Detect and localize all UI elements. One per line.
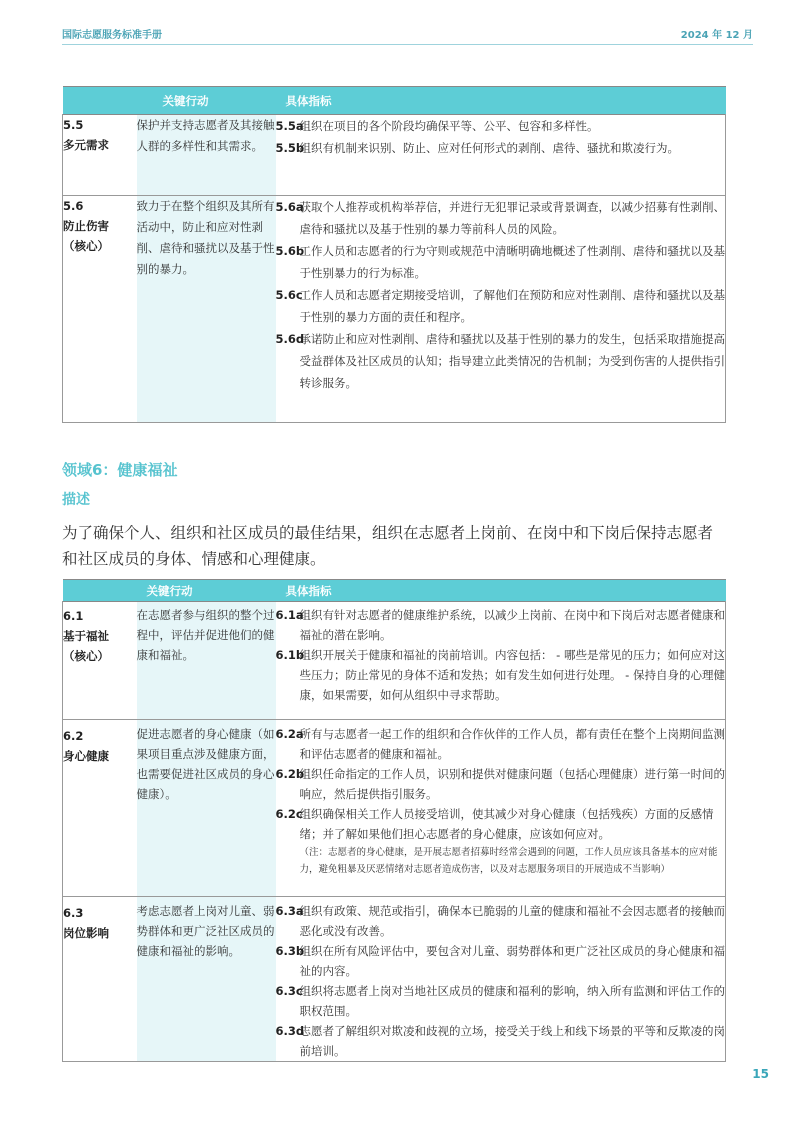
indicator-text: 组织有针对志愿者的健康维护系统，以减少上岗前、在岗中和下岗后对志愿者健康和福祉的潜在影响。 (299, 608, 725, 642)
indicator-code: 5.6c (275, 288, 303, 302)
indicator (276, 764, 726, 804)
indicator-code: 5.6a (275, 200, 304, 214)
indicator (276, 605, 726, 645)
indicator-text: 承诺防止和应对性剥削、虐待和骚扰以及基于性别的暴力的发生，包括采取措施提高受益群体及社区成员的认知；指导建立此类情况的告机制；为受到伤害的人提供指引转诊服务。 (299, 332, 725, 390)
header-cell-metrics: 具体指标 (276, 580, 726, 602)
area-cell (63, 897, 137, 1062)
indicator-code: 6.1a (275, 608, 304, 622)
indicator (276, 1021, 726, 1061)
indicator-code: 6.2b (275, 767, 305, 781)
area-cell (63, 196, 137, 423)
header-divider (62, 44, 753, 45)
indicator (276, 724, 726, 764)
indicator (276, 941, 726, 981)
indicator-text: 组织有政策、规范或指引，确保本已脆弱的儿童的健康和福祉不会因志愿者的接触而恶化或没有改善。 (299, 904, 725, 938)
indicator-text: 组织任命指定的工作人员，识别和提供对健康问题（包括心理健康）进行第一时间的响应，然后提供指引服务。 (299, 767, 725, 801)
indicator-text: 工作人员和志愿者的行为守则或规范中清晰明确地概述了性剥削、虐待和骚扰以及基于性别暴力的行为标准。 (299, 244, 725, 280)
area-name: 防止伤害 (63, 219, 109, 233)
table-row (63, 602, 726, 720)
indicator (276, 804, 726, 878)
indicator-code: 6.3c (275, 984, 303, 998)
description-heading: 描述 (62, 492, 90, 508)
header-date: 2024 年 12 月 (680, 30, 753, 41)
metrics-cell (276, 602, 726, 720)
header-title: 国际志愿服务标准手册 (62, 30, 162, 41)
indicator-note: （注：志愿者的身心健康，是开展志愿者招募时经常会遇到的问题，工作人员应该具备基本的应对能力，避免粗暴及厌恶情绪对志愿者造成伤害，以及对志愿服务项目的开展造成不当影响） (299, 847, 718, 875)
area-code: 5.5 (63, 118, 84, 132)
area-code: 5.6 (63, 199, 84, 213)
area-cell (63, 602, 137, 720)
area-cell (63, 720, 137, 897)
metrics-cell (276, 720, 726, 897)
header-cell-action: 关键行动 (137, 87, 276, 115)
header-cell-area (63, 580, 137, 602)
area-code: 6.3 (63, 906, 84, 920)
indicator-code: 5.5b (275, 141, 305, 155)
area-code: 6.1 (63, 609, 84, 623)
area-cell (63, 115, 137, 196)
indicator-code: 5.5a (275, 119, 304, 133)
indicator (276, 284, 726, 328)
indicator-code: 6.3a (275, 904, 304, 918)
indicator-text: 志愿者了解组织对欺凌和歧视的立场，接受关于线上和线下场景的平等和反欺凌的岗前培训。 (299, 1024, 725, 1058)
table-header-row (63, 87, 726, 115)
indicator-code: 6.2c (275, 807, 303, 821)
action-cell: 保护并支持志愿者及其接触人群的多样性和其需求。 (137, 115, 276, 196)
table-row (63, 897, 726, 1062)
indicator-code: 5.6b (275, 244, 305, 258)
indicator (276, 137, 726, 159)
indicator-code: 6.3d (275, 1024, 305, 1038)
indicator (276, 115, 726, 137)
action-cell: 在志愿者参与组织的整个过程中，评估并促进他们的健康和福祉。 (137, 602, 276, 720)
indicator (276, 328, 726, 394)
table-row (63, 115, 726, 196)
action-cell: 促进志愿者的身心健康（如果项目重点涉及健康方面，也需要促进社区成员的身心健康）。 (137, 720, 276, 897)
standards-table-domain6 (62, 579, 726, 1062)
area-name: 多元需求 (63, 138, 109, 152)
indicator-text: 组织将志愿者上岗对当地社区成员的健康和福利的影响，纳入所有监测和评估工作的职权范围。 (299, 984, 725, 1018)
area-core-tag: （核心） (63, 239, 109, 253)
domain-title: 领域6：健康福祉 (62, 461, 178, 479)
indicator (276, 240, 726, 284)
indicator-code: 6.3b (275, 944, 305, 958)
indicator (276, 901, 726, 941)
indicator (276, 645, 726, 705)
metrics-cell (276, 115, 726, 196)
table-row (63, 196, 726, 423)
header-cell-action: 关键行动 (137, 580, 276, 602)
table-row (63, 720, 726, 897)
standards-table-domain5 (62, 86, 726, 423)
indicator-text: 所有与志愿者一起工作的组织和合作伙伴的工作人员，都有责任在整个上岗期间监测和评估志愿者的健康和福祉。 (299, 727, 725, 761)
description-text: 为了确保个人、组织和社区成员的最佳结果，组织在志愿者上岗前、在岗中和下岗后保持志愿者和社区成员的身体、情感和心理健康。 (62, 524, 714, 568)
indicator-text: 获取个人推荐或机构举荐信，并进行无犯罪记录或背景调查，以减少招募有性剥削、虐待和骚扰以及基于性别的暴力等前科人员的风险。 (299, 200, 725, 236)
page-number: 15 (752, 1067, 769, 1081)
indicator-text: 工作人员和志愿者定期接受培训，了解他们在预防和应对性剥削、虐待和骚扰以及基于性别的暴力方面的责任和程序。 (299, 288, 725, 324)
header-cell-area (63, 87, 137, 115)
area-core-tag: （核心） (63, 649, 109, 663)
indicator-text: 组织在项目的各个阶段均确保平等、公平、包容和多样性。 (299, 119, 599, 133)
indicator-code: 6.2a (275, 727, 304, 741)
indicator-text: 组织有机制来识别、防止、应对任何形式的剥削、虐待、骚扰和欺凌行为。 (299, 141, 679, 155)
area-name: 岗位影响 (63, 926, 109, 940)
indicator (276, 981, 726, 1021)
action-cell: 致力于在整个组织及其所有活动中，防止和应对性剥削、虐待和骚扰以及基于性别的暴力。 (137, 196, 276, 423)
header-cell-metrics: 具体指标 (276, 87, 726, 115)
metrics-cell (276, 897, 726, 1062)
indicator-text: 组织在所有风险评估中，要包含对儿童、弱势群体和更广泛社区成员的身心健康和福祉的内容。 (299, 944, 725, 978)
area-code: 6.2 (63, 729, 84, 743)
area-name: 基于福祉 (63, 629, 109, 643)
indicator-code: 6.1b (275, 648, 305, 662)
area-name: 身心健康 (63, 749, 109, 763)
metrics-cell (276, 196, 726, 423)
indicator-text: 组织开展关于健康和福祉的岗前培训。内容包括： - 哪些是常见的压力；如何应对这些压力；防止常见的身体不适和发热；如有发生如何进行处理。 - 保持自身的心理健康，如果需要，如何从组织中寻求帮助。 (299, 648, 725, 702)
indicator-text: 组织确保相关工作人员接受培训，使其减少对身心健康（包括残疾）方面的反感情绪；并了解如果他们担心志愿者的身心健康，应该如何应对。 (299, 807, 714, 841)
indicator (276, 196, 726, 240)
table-header-row (63, 580, 726, 602)
indicator-code: 5.6d (275, 332, 305, 346)
action-cell: 考虑志愿者上岗对儿童、弱势群体和更广泛社区成员的健康和福祉的影响。 (137, 897, 276, 1062)
